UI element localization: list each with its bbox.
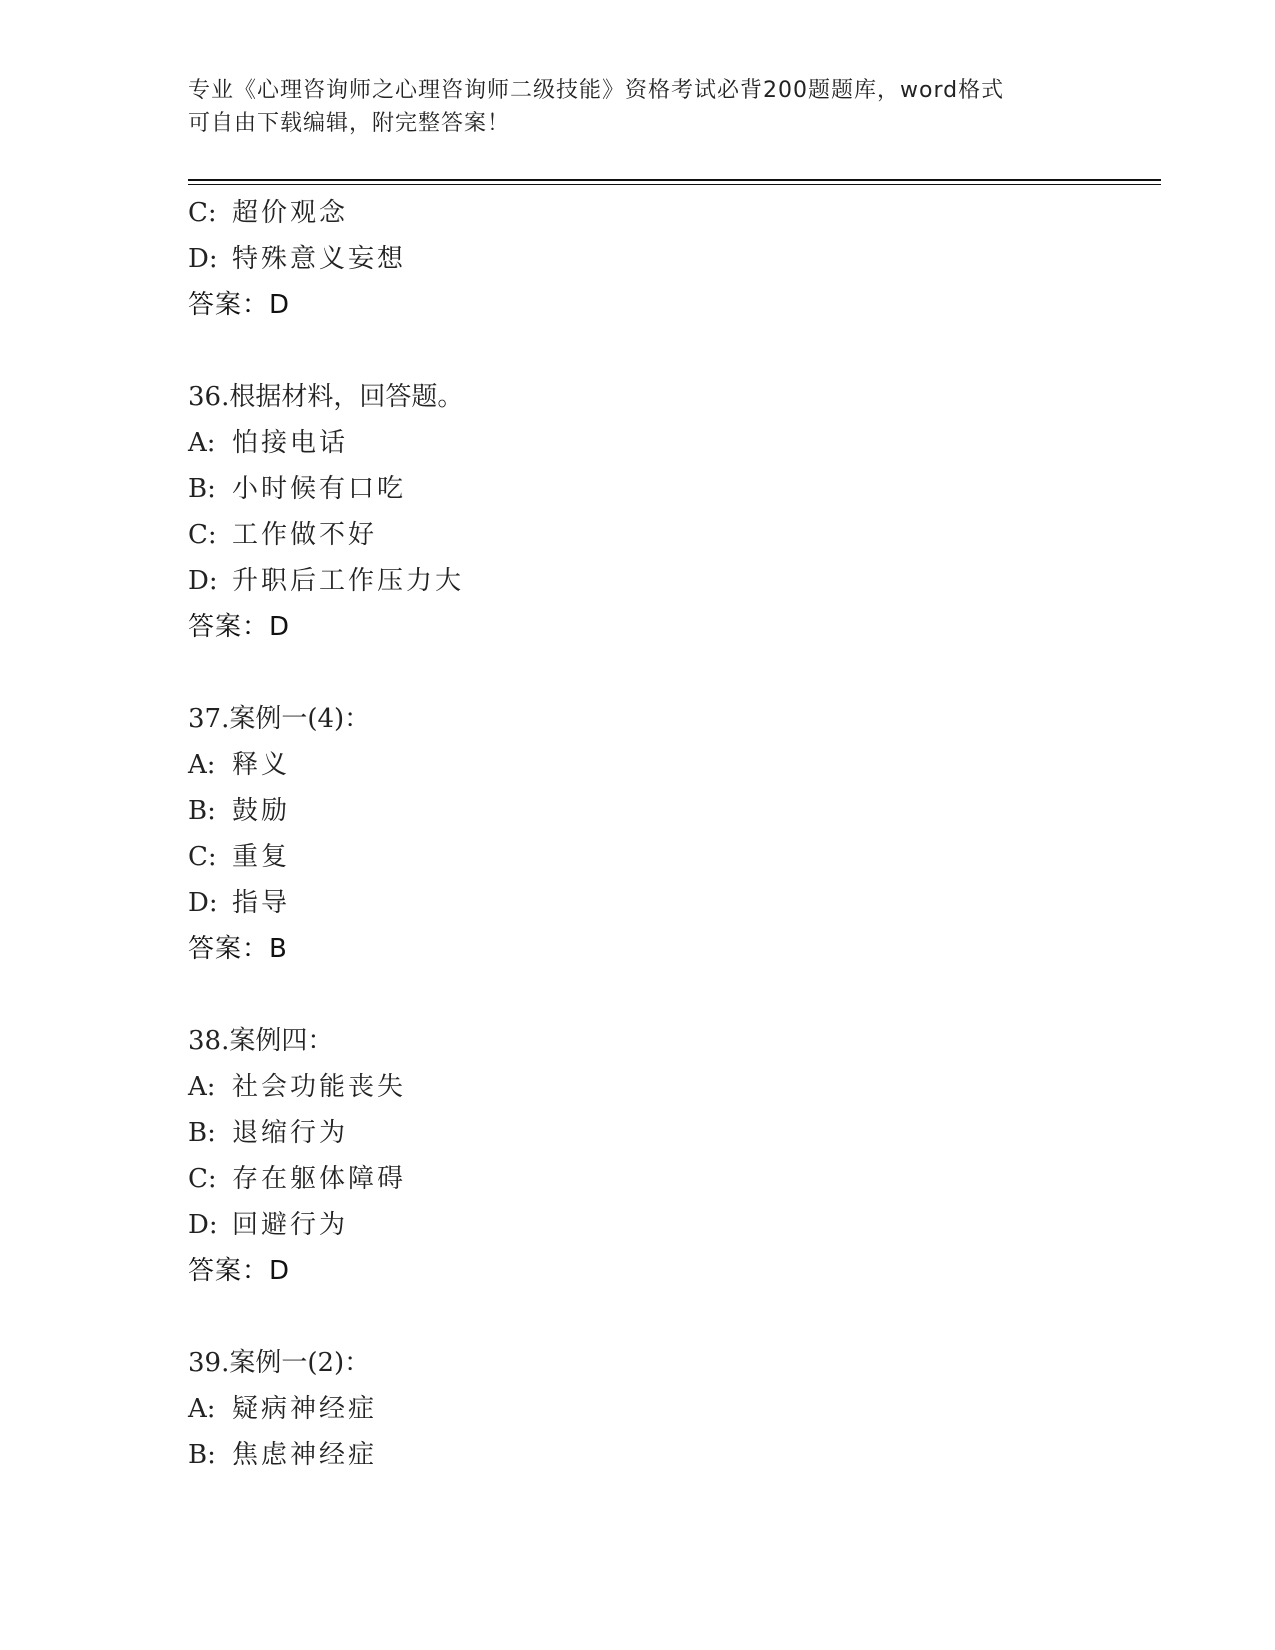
header-title-line2: 可自由下载编辑，附完整答案！ xyxy=(188,111,511,136)
question-stem: 39.案例一(2)： xyxy=(188,1348,371,1378)
option-b: B: 小时候有口吃 xyxy=(188,474,407,504)
question-stem: 38.案例四： xyxy=(188,1026,334,1056)
option-b: B: 鼓励 xyxy=(188,796,291,826)
option-c: C: 重复 xyxy=(188,842,291,872)
answer-line: 答案：D xyxy=(188,290,291,320)
question-block-35 xyxy=(188,190,1158,374)
option-b: B: 退缩行为 xyxy=(188,1118,349,1148)
answer-line: 答案：B xyxy=(188,934,288,964)
option-d: D: 特殊意义妄想 xyxy=(188,244,407,274)
question-block-38 xyxy=(188,1018,1158,1340)
question-list xyxy=(188,190,1158,1478)
option-a: A: 释义 xyxy=(188,750,291,780)
question-stem: 37.案例一(4)： xyxy=(188,704,371,734)
option-d: D: 升职后工作压力大 xyxy=(188,566,465,596)
header-title-line1: 专业《心理咨询师之心理咨询师二级技能》资格考试必背200题题库，word格式 xyxy=(188,78,1005,103)
document-header xyxy=(188,74,1088,140)
header-divider xyxy=(188,179,1161,185)
answer-line: 答案：D xyxy=(188,1256,291,1286)
option-a: A: 社会功能丧失 xyxy=(188,1072,407,1102)
question-stem: 36.根据材料，回答题。 xyxy=(188,382,464,412)
option-d: D: 指导 xyxy=(188,888,291,918)
answer-line: 答案：D xyxy=(188,612,291,642)
option-a: A: 疑病神经症 xyxy=(188,1394,378,1424)
option-c: C: 超价观念 xyxy=(188,198,349,228)
option-a: A: 怕接电话 xyxy=(188,428,349,458)
option-d: D: 回避行为 xyxy=(188,1210,349,1240)
option-c: C: 工作做不好 xyxy=(188,520,378,550)
option-b: B: 焦虑神经症 xyxy=(188,1440,378,1470)
option-c: C: 存在躯体障碍 xyxy=(188,1164,407,1194)
question-block-37 xyxy=(188,696,1158,1018)
question-block-39 xyxy=(188,1340,1158,1478)
question-block-36 xyxy=(188,374,1158,696)
